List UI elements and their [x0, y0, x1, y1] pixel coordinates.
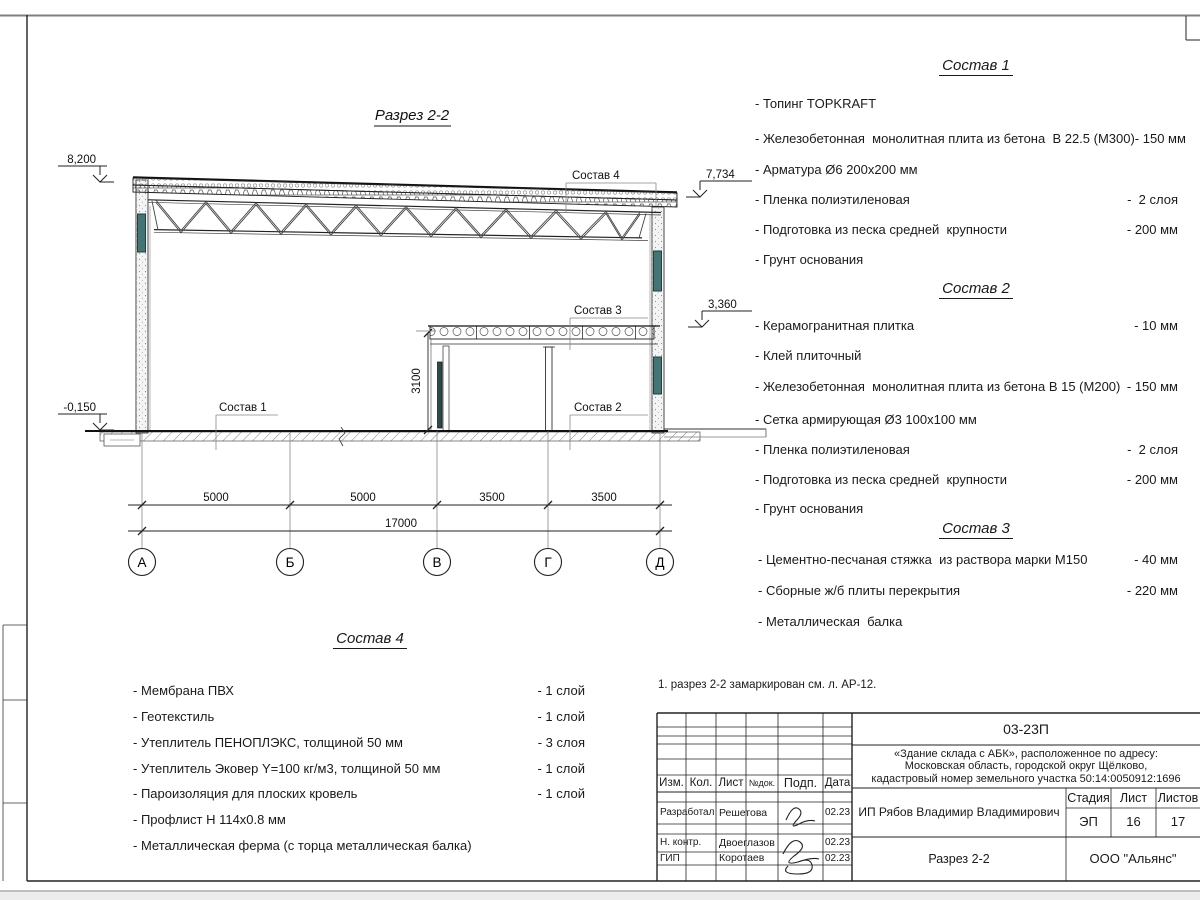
dim-3100: 3100	[411, 368, 423, 394]
comp3-title: Состав 3	[752, 520, 1200, 537]
dimension-texts	[203, 368, 617, 530]
elevation-text-3360: 3,360	[708, 299, 737, 311]
comp4-item-6: - Профлист Н 114х0.8 мм	[133, 812, 286, 827]
titleblock-sheet-label: Лист	[1119, 790, 1148, 805]
axis-label-A: А	[137, 555, 147, 570]
titleblock-stage-label: Стадия	[1067, 790, 1110, 805]
axis-label-G: Г	[544, 555, 552, 570]
comp2-title: Состав 2	[752, 280, 1200, 297]
comp2-item-4: - Сетка армирующая Ø3 100x100 мм	[755, 412, 977, 427]
comp1-item-4: - Пленка полиэтиленовая - 2 слоя	[755, 192, 1178, 207]
comp2-item-1: - Керамогранитная плитка - 10 мм	[755, 318, 1178, 333]
tb-header-izm: Изм.	[659, 776, 684, 789]
tb-date-ncontr: 02.23	[824, 837, 851, 849]
comp4-item-7: - Металлическая ферма (с торца металлическая балка)	[133, 838, 472, 853]
comp1-title: Состав 1	[752, 57, 1200, 74]
titleblock-stage-value: ЭП	[1079, 814, 1098, 830]
tb-header-ndoc: №док.	[748, 778, 776, 789]
comp2-item-6: - Подготовка из песка средней крупности - 200 мм	[755, 472, 1178, 487]
comp4-item-1: - Мембрана ПВХ - 1 слой	[133, 683, 585, 698]
floor-slab	[100, 432, 700, 441]
tb-role-ncontr: Н. контр.	[660, 837, 702, 849]
elevation-roof-left	[58, 166, 114, 182]
project-line-3: кадастровый номер земельного участка 50:14:0050912:1696	[871, 772, 1181, 785]
drawing-title: Разрез 2-2	[374, 107, 450, 124]
elevation-ground	[58, 414, 114, 430]
callout-sostav-2: Состав 2	[574, 402, 622, 414]
roof-truss	[148, 200, 661, 241]
axis-label-D: Д	[655, 555, 665, 570]
callout-sostav-4: Состав 4	[572, 170, 620, 182]
callout-sostav-1: Состав 1	[219, 402, 267, 414]
titleblock-sheet-value: 16	[1126, 814, 1141, 830]
dim-3500-1: 3500	[479, 492, 505, 504]
signature-developer	[786, 808, 815, 826]
comp1-item-5: - Подготовка из песка средней крупности - 200 мм	[755, 222, 1178, 237]
titleblock-doc-number: 03-23П	[1003, 720, 1049, 737]
comp4-title: Состав 4	[120, 630, 620, 647]
column-axis-G	[546, 347, 553, 431]
tb-role-developer: Разработал	[660, 807, 715, 819]
dim-17000: 17000	[385, 518, 417, 530]
dim-3500-2: 3500	[591, 492, 617, 504]
tb-header-data: Дата	[824, 776, 851, 789]
comp3-item-2: - Сборные ж/б плиты перекрытия - 220 мм	[758, 583, 1178, 598]
left-margin-cells	[3, 625, 27, 881]
elevation-roof-right	[686, 181, 752, 197]
elevation-text-0150: -0,150	[63, 402, 96, 414]
comp1-item-3: - Арматура Ø6 200x200 мм	[755, 162, 918, 177]
dim-5000-1: 5000	[203, 492, 229, 504]
tb-name-gip: Коротаев	[719, 852, 765, 865]
signatures	[783, 808, 819, 874]
glazing-axis-B	[438, 362, 443, 428]
mezzanine-slab	[430, 326, 654, 339]
tb-name-ncontr: Двоеглазов	[719, 836, 775, 849]
titleblock-org: ООО "Альянс"	[1089, 850, 1177, 866]
axis-lines	[142, 431, 660, 548]
titleblock-sheets-label: Листов	[1157, 790, 1199, 805]
comp4-item-4: - Утеплитель Эковер Y=100 кг/м3, толщиной 50 мм - 1 слой	[133, 761, 585, 776]
comp3-item-3: - Металлическая балка	[758, 614, 903, 629]
titleblock-sheet-title: Разрез 2-2	[928, 851, 990, 866]
callout-sostav-3: Состав 3	[574, 305, 622, 317]
elevation-text-7734: 7,734	[706, 169, 735, 181]
comp2-item-2: - Клей плиточный	[755, 348, 862, 363]
axis-label-V: В	[432, 555, 442, 570]
tb-date-gip: 02.23	[824, 852, 851, 864]
elevation-mezzanine	[688, 311, 752, 327]
tb-header-kol: Кол.	[689, 776, 713, 789]
project-line-1: «Здание склада с АБК», расположенное по адресу:	[894, 747, 1158, 760]
sheet-bottom-edge	[0, 892, 1200, 900]
signature-ncontr-gip	[783, 841, 819, 875]
window-left-wall	[138, 214, 146, 252]
comp2-item-3: - Железобетонная монолитная плита из бетона В 15 (М200) - 150 мм	[755, 379, 1178, 394]
tb-role-gip: ГИП	[660, 852, 680, 864]
project-line-2: Московская область, городской округ Щёлково,	[904, 760, 1148, 773]
comp3-item-1: - Цементно-песчаная стяжка из раствора марки М150 - 40 мм	[758, 552, 1178, 567]
comp2-item-7: - Грунт основания	[755, 501, 864, 516]
axis-label-B: Б	[285, 555, 295, 570]
comp4-item-2: - Геотекстиль - 1 слой	[133, 709, 585, 724]
comp4-item-3: - Утеплитель ПЕНОПЛЭКС, толщиной 50 мм - 3 слоя	[133, 735, 585, 750]
titleblock-project	[852, 745, 1200, 788]
window-right-wall-lower	[654, 357, 662, 394]
comp4-item-5: - Пароизоляция для плоских кровель - 1 слой	[133, 786, 585, 801]
column-axis-B	[443, 346, 449, 431]
tb-header-list: Лист	[718, 776, 744, 789]
window-right-wall-upper	[654, 251, 662, 291]
comp2-item-5: - Пленка полиэтиленовая - 2 слоя	[755, 442, 1178, 457]
tb-date-developer: 02.23	[824, 807, 851, 819]
note-text: 1. разрез 2-2 замаркирован см. л. АР-12.	[658, 679, 877, 691]
comp1-item-2: - Железобетонная монолитная плита из бетона В 22.5 (М300)- 150 мм	[755, 131, 1186, 146]
titleblock-sheets-value: 17	[1170, 814, 1186, 830]
elevation-text-8200: 8,200	[67, 154, 96, 166]
tb-name-developer: Решетова	[719, 806, 768, 819]
tb-header-podp: Подп.	[783, 776, 818, 791]
dim-5000-2: 5000	[350, 492, 376, 504]
axis-bubbles	[129, 549, 674, 576]
comp1-item-6: - Грунт основания	[755, 252, 864, 267]
titleblock-client: ИП Рябов Владимир Владимирович	[858, 804, 1060, 819]
comp1-item-1: - Топинг TOPKRAFT	[755, 96, 877, 111]
